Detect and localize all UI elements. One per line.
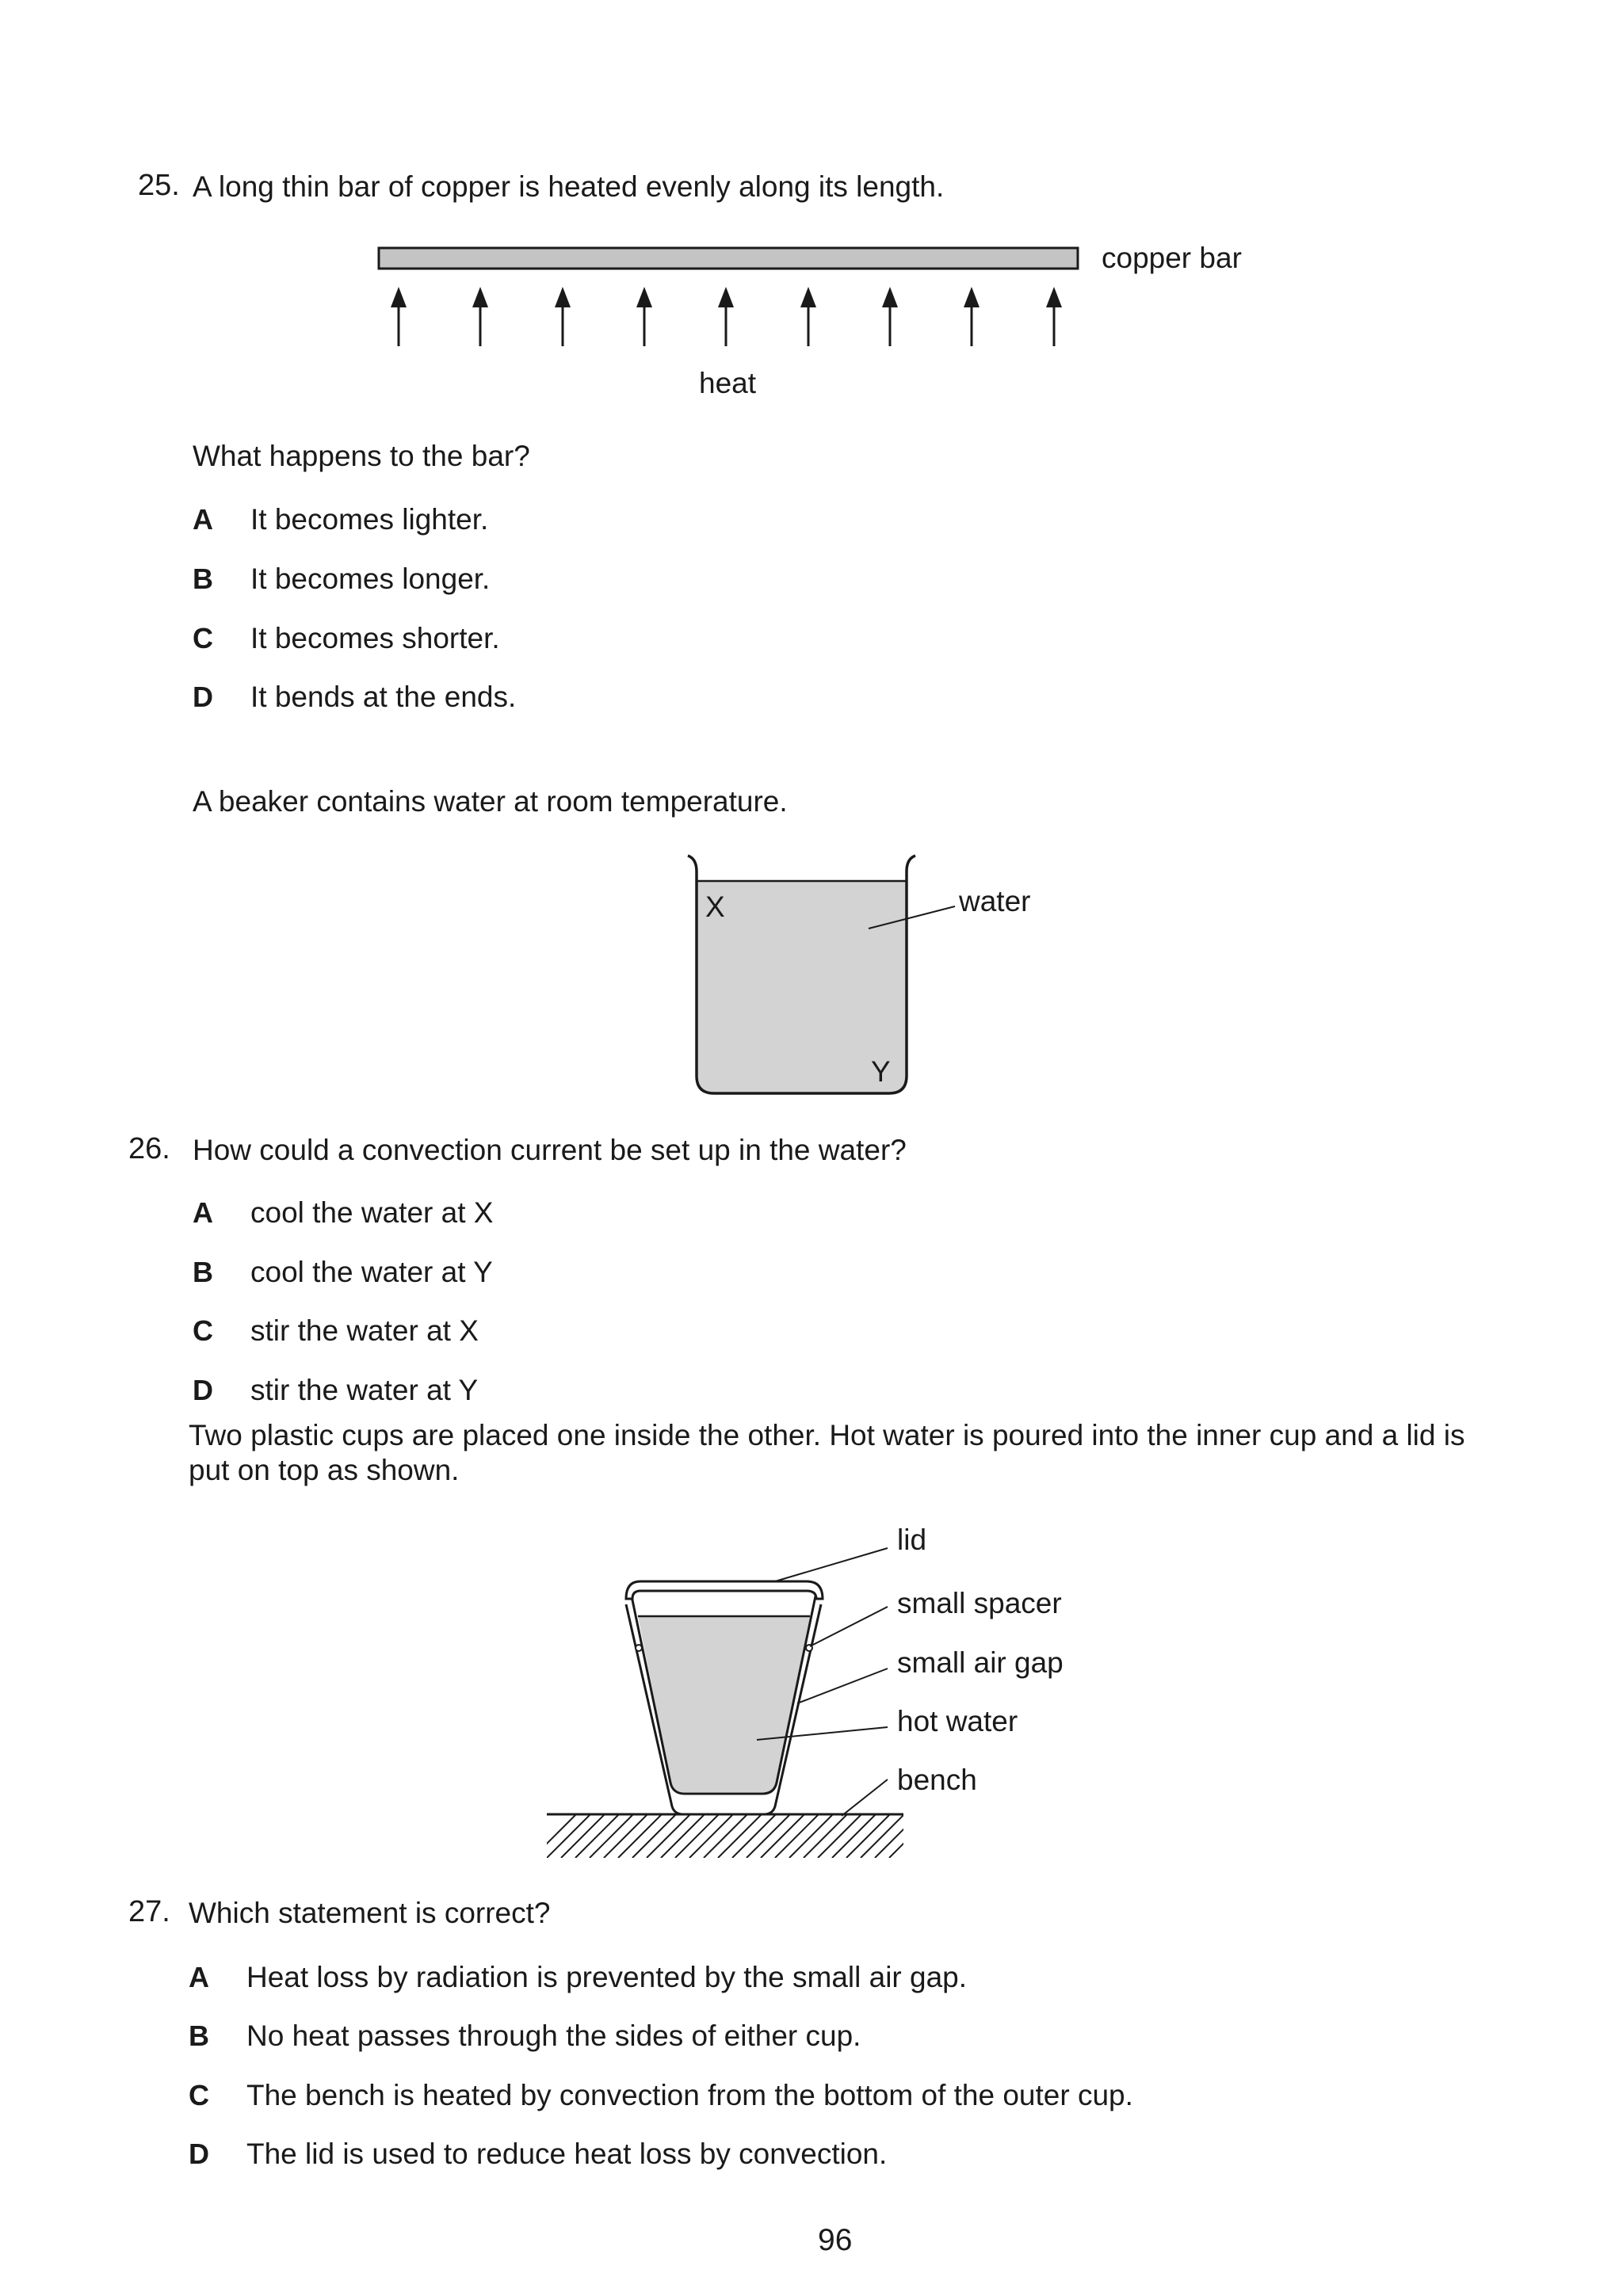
- option-letter: A: [193, 1196, 213, 1229]
- question-prompt: Which statement is correct?: [189, 1897, 551, 1929]
- option-text: No heat passes through the sides of either cup.: [246, 2019, 861, 2052]
- page-number: 96: [818, 2223, 853, 2257]
- question-intro: A beaker contains water at room temperature.: [193, 785, 788, 818]
- option-letter: B: [189, 2019, 209, 2052]
- option-text: cool the water at X: [250, 1196, 494, 1229]
- bench-hatching: [533, 1814, 933, 1858]
- option-text: stir the water at X: [250, 1314, 479, 1347]
- option-letter: A: [193, 503, 213, 536]
- hot-water-label: hot water: [897, 1705, 1018, 1737]
- option-letter: C: [193, 1314, 213, 1347]
- question-intro: Two plastic cups are placed one inside the other. Hot water is poured into the inner cup and a lid is put on top as shown.: [189, 1419, 1465, 1486]
- option-letter: B: [193, 1256, 213, 1288]
- option-letter: B: [193, 563, 213, 595]
- option-letter: C: [189, 2079, 209, 2111]
- small-spacer-label: small spacer: [897, 1587, 1062, 1619]
- option-text: Heat loss by radiation is prevented by the small air gap.: [246, 1961, 968, 1993]
- small-air-gap-label: small air gap: [897, 1646, 1064, 1679]
- lid: [626, 1581, 823, 1599]
- option-text: stir the water at Y: [250, 1374, 479, 1406]
- question-number: 27.: [128, 1895, 170, 1928]
- option-text: It bends at the ends.: [250, 681, 517, 713]
- point-x-label: X: [705, 891, 725, 923]
- option-text: cool the water at Y: [250, 1256, 493, 1288]
- option-letter: A: [189, 1961, 209, 1993]
- point-y-label: Y: [871, 1055, 891, 1088]
- question-stem: A long thin bar of copper is heated evenly along its length.: [193, 170, 945, 203]
- option-letter: D: [193, 681, 213, 713]
- water-label: water: [959, 885, 1031, 917]
- option-letter: D: [193, 1374, 213, 1406]
- lid-label: lid: [897, 1524, 927, 1556]
- copper-bar-label: copper bar: [1102, 242, 1242, 274]
- option-text: It becomes longer.: [250, 563, 491, 595]
- question-number: 26.: [128, 1132, 170, 1165]
- question-number: 25.: [138, 169, 180, 202]
- option-text: It becomes lighter.: [250, 503, 489, 536]
- question-prompt: How could a convection current be set up in the water?: [193, 1134, 907, 1166]
- option-text: The lid is used to reduce heat loss by convection.: [246, 2138, 888, 2170]
- heat-label: heat: [699, 367, 757, 399]
- option-text: The bench is heated by convection from the bottom of the outer cup.: [246, 2079, 1133, 2111]
- question-prompt: What happens to the bar?: [193, 440, 530, 472]
- spacer: [636, 1645, 642, 1651]
- option-letter: D: [189, 2138, 209, 2170]
- option-text: It becomes shorter.: [250, 622, 500, 654]
- option-letter: C: [193, 622, 213, 654]
- bench-label: bench: [897, 1764, 977, 1796]
